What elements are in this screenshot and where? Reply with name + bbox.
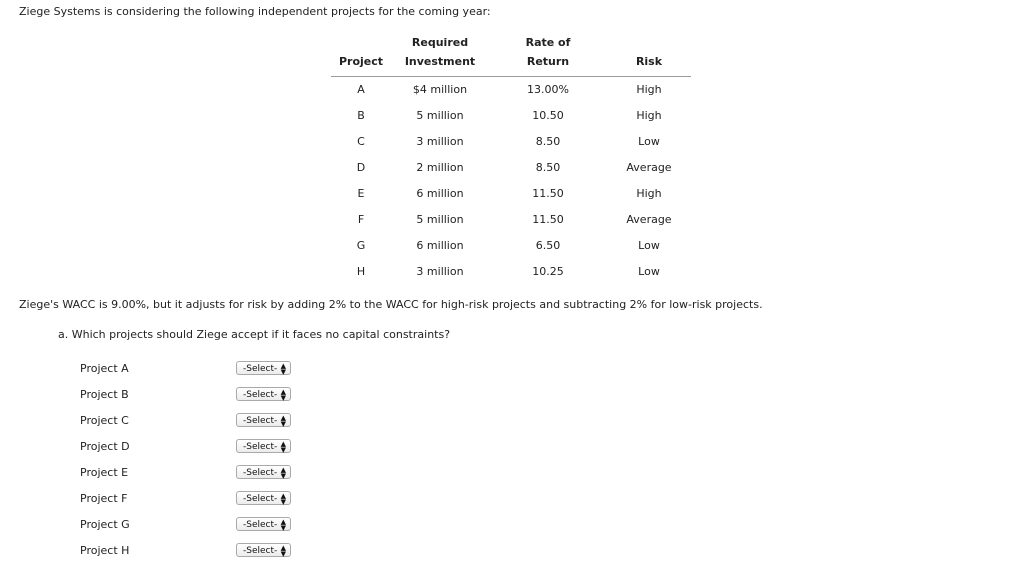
cell-rate: 13.00% xyxy=(527,83,569,96)
header-rate xyxy=(501,33,595,71)
project-b-select[interactable] xyxy=(236,387,291,401)
cell-risk: High xyxy=(636,83,662,96)
cell-risk: High xyxy=(636,109,662,122)
cell-rate: 10.50 xyxy=(532,109,564,122)
cell-risk: Low xyxy=(638,239,660,252)
header-rate-line1: Rate of xyxy=(525,36,571,49)
cell-investment: 6 million xyxy=(416,187,464,200)
cell-risk: Low xyxy=(638,135,660,148)
select-value: -Select- xyxy=(243,364,278,374)
header-rate-line2: Return xyxy=(526,55,570,68)
cell-investment: 3 million xyxy=(416,135,464,148)
select-value: -Select- xyxy=(243,468,278,478)
cell-project: E xyxy=(357,187,365,200)
project-a-select[interactable] xyxy=(236,361,291,375)
select-arrows-icon: ▲ ▼ xyxy=(280,440,286,454)
select-arrows-icon: ▲ ▼ xyxy=(280,388,286,402)
answer-list xyxy=(80,358,380,566)
select-value: -Select- xyxy=(243,416,278,426)
answer-row xyxy=(80,358,380,384)
cell-project: D xyxy=(356,161,366,174)
project-g-select[interactable] xyxy=(236,517,291,531)
header-investment-line1: Required xyxy=(411,36,469,49)
intro-text: Ziege Systems is considering the following independent projects for the coming year: xyxy=(19,5,491,18)
table-row xyxy=(331,77,691,103)
project-d-select[interactable] xyxy=(236,439,291,453)
answer-row xyxy=(80,384,380,410)
answer-row xyxy=(80,436,380,462)
cell-investment: $4 million xyxy=(412,83,468,96)
answer-label: Project G xyxy=(80,518,130,531)
header-risk: Risk xyxy=(635,55,663,68)
select-arrows-icon: ▲ ▼ xyxy=(280,362,286,376)
header-investment xyxy=(394,33,486,71)
answer-label: Project C xyxy=(80,414,129,427)
answer-row xyxy=(80,488,380,514)
cell-project: F xyxy=(357,213,365,226)
cell-rate: 8.50 xyxy=(535,135,561,148)
cell-project: A xyxy=(357,83,365,96)
cell-project: H xyxy=(356,265,366,278)
cell-investment: 5 million xyxy=(416,109,464,122)
table-row xyxy=(331,103,691,129)
cell-investment: 3 million xyxy=(416,265,464,278)
cell-investment: 2 million xyxy=(416,161,464,174)
project-e-select[interactable] xyxy=(236,465,291,479)
project-c-select[interactable] xyxy=(236,413,291,427)
answer-row xyxy=(80,410,380,436)
select-arrows-icon: ▲ ▼ xyxy=(280,466,286,480)
select-value: -Select- xyxy=(243,546,278,556)
answer-label: Project A xyxy=(80,362,129,375)
cell-project: G xyxy=(356,239,366,252)
answer-label: Project B xyxy=(80,388,129,401)
project-f-select[interactable] xyxy=(236,491,291,505)
cell-rate: 6.50 xyxy=(535,239,561,252)
cell-rate: 10.25 xyxy=(532,265,564,278)
select-value: -Select- xyxy=(243,494,278,504)
answer-label: Project H xyxy=(80,544,130,557)
table-row xyxy=(331,129,691,155)
table-row xyxy=(331,259,691,285)
header-project: Project xyxy=(338,55,384,68)
table-row xyxy=(331,233,691,259)
cell-rate: 11.50 xyxy=(532,187,564,200)
cell-investment: 6 million xyxy=(416,239,464,252)
table-row xyxy=(331,155,691,181)
select-value: -Select- xyxy=(243,520,278,530)
wacc-note: Ziege's WACC is 9.00%, but it adjusts for risk by adding 2% to the WACC for high-risk projects and subtracting 2% for low-risk projects. xyxy=(19,298,763,311)
cell-project: C xyxy=(357,135,365,148)
answer-row xyxy=(80,514,380,540)
select-arrows-icon: ▲ ▼ xyxy=(280,492,286,506)
cell-rate: 8.50 xyxy=(535,161,561,174)
question-a: a. Which projects should Ziege accept if it faces no capital constraints? xyxy=(58,328,451,341)
table-row xyxy=(331,181,691,207)
answer-label: Project D xyxy=(80,440,130,453)
cell-rate: 11.50 xyxy=(532,213,564,226)
table-header xyxy=(331,31,691,77)
answer-row xyxy=(80,462,380,488)
cell-project: B xyxy=(357,109,365,122)
project-h-select[interactable] xyxy=(236,543,291,557)
cell-risk: Average xyxy=(626,161,672,174)
select-value: -Select- xyxy=(243,442,278,452)
table-body xyxy=(331,77,691,285)
select-arrows-icon: ▲ ▼ xyxy=(280,414,286,428)
cell-risk: Low xyxy=(638,265,660,278)
answer-label: Project E xyxy=(80,466,129,479)
cell-risk: High xyxy=(636,187,662,200)
select-value: -Select- xyxy=(243,390,278,400)
projects-table xyxy=(331,31,691,278)
cell-risk: Average xyxy=(626,213,672,226)
table-row xyxy=(331,207,691,233)
answer-label: Project F xyxy=(80,492,128,505)
cell-investment: 5 million xyxy=(416,213,464,226)
select-arrows-icon: ▲ ▼ xyxy=(280,518,286,532)
answer-row xyxy=(80,540,380,566)
header-investment-line2: Investment xyxy=(404,55,476,68)
select-arrows-icon: ▲ ▼ xyxy=(280,544,286,558)
